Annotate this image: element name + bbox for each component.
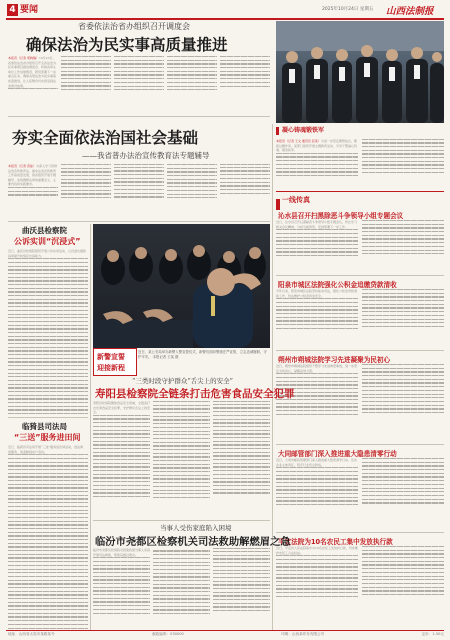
article2-text: 为深入学习贯彻法治宣传教育法，推动法治宣传教育工作高质量发展，我省组织开展专题辅导，系统阐释法律的重要意义、主要内容和实践要求。 <box>8 164 57 187</box>
sidebar6-body <box>276 546 444 626</box>
left1-title: 曲沃县检察院 <box>22 226 67 235</box>
sidebar5-title: 大同邮管部门深入推进重大隐患清零行动 <box>278 450 397 458</box>
sidebar1-body <box>276 139 444 189</box>
left2-title: 临猗县司法局 <box>22 422 67 431</box>
sidebar4-text: 近日，朔州市朔城法院组织干警学习先进典型事迹，进一步坚定为民初心，凝聚奋进力量。 <box>276 364 358 373</box>
salute-illustration <box>93 224 270 348</box>
footer-rule <box>6 630 444 631</box>
article1-body <box>8 56 270 114</box>
article1-byline: 本报讯（记者 邢晓瑞） <box>8 56 39 60</box>
salute-photo <box>93 224 270 348</box>
article4-title: 临汾市尧都区检察机关司法救助解燃眉之急 <box>95 536 291 548</box>
article4-text: 临汾市尧都区检察院对因案致困当事人家庭开展司法救助，帮助其渡过难关。 <box>93 548 151 557</box>
column-divider <box>272 124 273 630</box>
sidebar-section-banner <box>276 195 316 206</box>
sidebar1-text: 为进一步坚定理想信念，锤炼过硬作风，某部门组织开展主题教育活动，引导干警凝心铸魂、锻造铁军。 <box>276 139 358 153</box>
divider <box>93 520 270 521</box>
article4-kicker: 当事人受伤家庭陷入困境 <box>160 524 232 532</box>
article1-text: 10月23日，省委依法治省办组织召开全省法治为民实事项目推进调度会，听取各牵头单位工作进展情况，研究部署下一步重点任务，确保各项法治为民实事高质量推进，让人民群众切实感受到法治建设成果。 <box>8 56 57 88</box>
article3-text: 寿阳县检察院聚焦食品安全领域，全链条打击危害食品安全犯罪，守护群众舌尖上的安全。 <box>93 401 151 415</box>
article2-byline: 本报讯（记者 晋能） <box>8 164 36 168</box>
divider <box>8 417 88 418</box>
divider <box>8 221 270 222</box>
photo-caption: 近日，某公安局举办新警入警宣誓仪式，新警们面向警旗庄严宣誓，立志忠诚履职、守护平安。 本报记者 王某 摄 <box>138 350 267 359</box>
footer-address: 地址：山西省太原市某路某号 <box>8 632 55 636</box>
divider <box>276 275 444 276</box>
divider <box>8 116 270 117</box>
sidebar6-title: 平定法院为10名农民工集中发放执行款 <box>278 538 393 546</box>
photo-badge <box>93 348 137 376</box>
page-number: 4 <box>7 4 18 16</box>
sidebar6-text: 近日，平定县人民法院集中为10名农民工发放执行款，切实维护农民工合法权益。 <box>276 546 358 555</box>
sidebar4-body <box>276 364 444 442</box>
issue-date: 2025年10月24日 星期五 <box>322 7 374 12</box>
left1-subtitle: 公诉实训“沉浸式” <box>14 237 81 246</box>
left1-text: 近日，曲沃县检察院组织开展公诉实训活动，以沉浸式模拟庭审提升检察官出庭能力。 <box>8 249 87 258</box>
left2-subtitle: “三送”服务进田间 <box>14 433 81 442</box>
divider <box>276 444 444 445</box>
sidebar5-text: 近日，大同市邮政管理部门深入推进重大隐患清零行动，压实企业主体责任，筑牢行业安全防线。 <box>276 458 358 467</box>
article1-title: 确保法治为民实事高质量推进 <box>26 36 228 54</box>
sidebar4-title: 朔州市朔城法院学习先进凝聚为民初心 <box>278 356 391 364</box>
sidebar2-body <box>276 220 444 272</box>
sidebar3-text: 今年以来，阳泉市城区法院坚持能动司法，强化公积金贷款清收工作，依法维护公积金资金安全。 <box>276 289 358 298</box>
sidebar1-byline: 本报讯（记者 王文 通讯员 张某） <box>276 139 321 143</box>
article2-body <box>8 164 270 218</box>
divider <box>276 532 444 533</box>
footer <box>8 632 444 637</box>
section-name: 要闻 <box>20 5 39 15</box>
article1-kicker: 省委依法治省办组织召开调度会 <box>78 22 190 31</box>
article3-kicker: “三类时段守护群众“舌尖上的安全” <box>132 377 233 385</box>
header-rule <box>6 18 444 20</box>
divider <box>276 191 444 192</box>
left2-body <box>8 445 88 630</box>
badge-line1: 新警宣誓 <box>97 353 125 361</box>
left2-text: 近日，临猗县司法局开展“三送”服务进田间活动，送法律、送服务、送温暖到农户身边。 <box>8 445 87 454</box>
footer-price: 定价：1.50元 <box>421 632 444 636</box>
footer-printer: 印刷：山西某印务有限公司 <box>281 632 325 636</box>
sidebar1-label: 凝心铸魂锻铁军 <box>276 127 334 135</box>
article2-title: 夯实全面依法治国社会基础 <box>12 129 199 147</box>
sidebar3-body <box>276 289 444 347</box>
sidebar2-title: 沁水县召开扫黑除恶斗争领导小组专题会议 <box>278 212 404 220</box>
officers-photo <box>276 21 444 123</box>
left1-body <box>8 249 88 414</box>
article2-kicker: ——我省普办法治宣传教育法专题辅导 <box>82 151 210 160</box>
officers-illustration <box>276 21 444 123</box>
footer-postcode: 邮政编码：030000 <box>152 632 184 636</box>
badge-line2: 迎接新程 <box>97 364 125 372</box>
divider <box>276 350 444 351</box>
column-divider <box>90 224 91 630</box>
article4-body <box>93 548 270 630</box>
sidebar-section-title: 一线传真 <box>282 196 310 204</box>
article3-title: 寿阳县检察院全链条打击危害食品安全犯罪 <box>95 388 295 400</box>
sidebar3-title: 阳泉市城区法院强化公积金追缴贷款清收 <box>278 281 397 289</box>
article3-body <box>93 401 270 519</box>
sidebar2-text: 近日，沁水县召开扫黑除恶斗争领导小组专题会议，传达学习相关会议精神，分析当前形势，安排部署下一步工作。 <box>276 220 358 229</box>
sidebar5-body <box>276 458 444 530</box>
masthead: 山西法制报 <box>386 6 434 17</box>
